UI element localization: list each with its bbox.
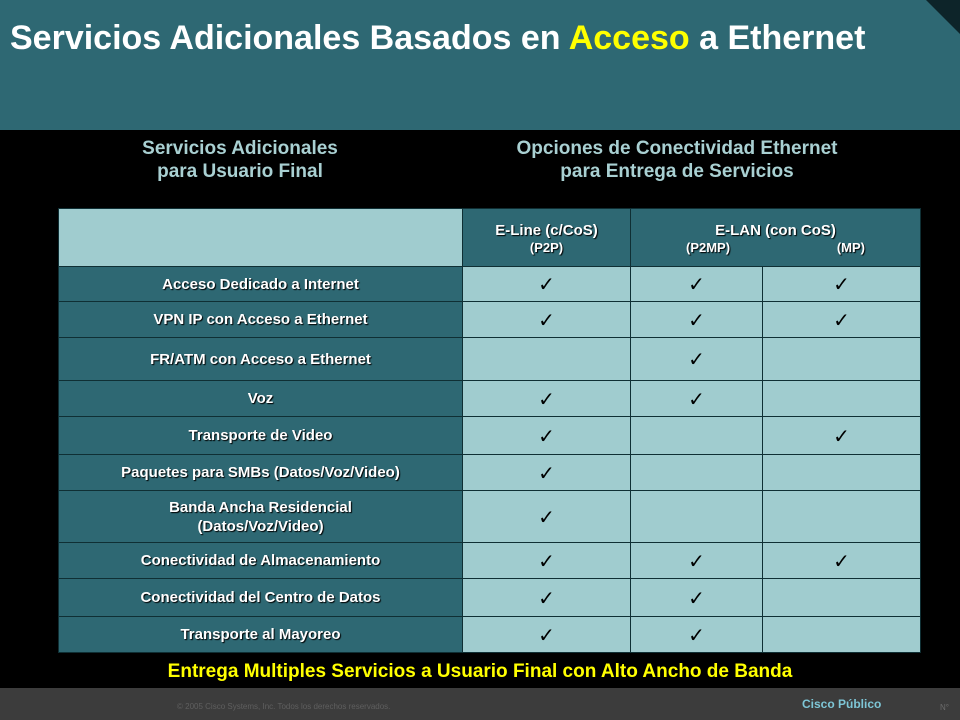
- checkmark-icon: ✓: [538, 386, 555, 411]
- cell-eline: [463, 338, 631, 381]
- row-label: Banda Ancha Residencial (Datos/Voz/Video): [59, 491, 463, 543]
- checkmark-icon: ✓: [688, 622, 705, 647]
- title-part2: a Ethernet: [689, 19, 866, 57]
- table-row: [59, 579, 921, 617]
- table-row: [59, 417, 921, 455]
- cell-eline: [463, 302, 631, 338]
- table-row: [59, 543, 921, 579]
- checkmark-icon: ✓: [538, 307, 555, 332]
- right-column-heading: Opciones de Conectividad Ethernet para Entrega de Servicios: [516, 138, 838, 182]
- cell-p2mp: [631, 455, 763, 491]
- checkmark-icon: ✓: [538, 548, 555, 573]
- eline-header: [463, 209, 631, 267]
- cell-mp: [763, 543, 921, 579]
- elan-mp-subtitle: (MP): [836, 240, 866, 255]
- cell-eline: [463, 417, 631, 455]
- cell-eline: [463, 455, 631, 491]
- checkmark-icon: ✓: [538, 423, 555, 448]
- page-number: N°: [940, 703, 949, 712]
- eline-subtitle: (P2P): [529, 240, 564, 255]
- checkmark-icon: ✓: [833, 272, 850, 296]
- cell-p2mp: [631, 543, 763, 579]
- cell-eline: [463, 543, 631, 579]
- corner-decoration: [926, 0, 960, 34]
- cell-mp: [763, 455, 921, 491]
- cell-mp: [763, 417, 921, 455]
- cell-p2mp: [631, 302, 763, 338]
- slide-title: [10, 18, 910, 58]
- elan-header: [631, 209, 921, 267]
- cell-mp: [763, 302, 921, 338]
- table-body: [59, 267, 921, 653]
- checkmark-icon: ✓: [833, 548, 850, 573]
- classification-label: Cisco Público: [802, 697, 882, 711]
- checkmark-icon: ✓: [688, 347, 705, 371]
- table-corner-cell: [59, 209, 463, 267]
- checkmark-icon: ✓: [688, 585, 705, 610]
- row-label: Acceso Dedicado a Internet: [59, 267, 463, 302]
- cell-mp: [763, 267, 921, 302]
- checkmark-icon: ✓: [538, 504, 555, 529]
- checkmark-icon: ✓: [688, 386, 705, 411]
- left-column-heading: Servicios Adicionales para Usuario Final: [142, 138, 338, 182]
- eline-title: E-Line (c/CoS): [495, 222, 598, 239]
- row-label: Transporte al Mayoreo: [59, 617, 463, 653]
- cell-p2mp: [631, 491, 763, 543]
- cell-eline: [463, 491, 631, 543]
- cell-mp: [763, 338, 921, 381]
- cell-p2mp: [631, 617, 763, 653]
- checkmark-icon: ✓: [538, 622, 555, 647]
- cell-eline: [463, 267, 631, 302]
- row-label: Conectividad de Almacenamiento: [59, 543, 463, 579]
- title-accent: Acceso: [568, 19, 690, 57]
- row-label: VPN IP con Acceso a Ethernet: [59, 302, 463, 338]
- checkmark-icon: ✓: [538, 585, 555, 610]
- row-label: Paquetes para SMBs (Datos/Voz/Video): [59, 455, 463, 491]
- checkmark-icon: ✓: [538, 272, 555, 296]
- checkmark-icon: ✓: [688, 548, 705, 573]
- checkmark-icon: ✓: [833, 307, 850, 332]
- row-label: Voz: [59, 381, 463, 417]
- title-part1: Servicios Adicionales Basados en: [10, 19, 569, 57]
- table-row: [59, 455, 921, 491]
- table-row: [59, 302, 921, 338]
- footer-tagline: Entrega Multiples Servicios a Usuario Final con Alto Ancho de Banda: [167, 661, 793, 682]
- table-row: [59, 617, 921, 653]
- cell-eline: [463, 381, 631, 417]
- cell-eline: [463, 579, 631, 617]
- table-row: [59, 267, 921, 302]
- elan-title: E-LAN (con CoS): [715, 222, 836, 239]
- cell-mp: [763, 579, 921, 617]
- cell-eline: [463, 617, 631, 653]
- cell-p2mp: [631, 338, 763, 381]
- row-label: Conectividad del Centro de Datos: [59, 579, 463, 617]
- elan-p2mp-subtitle: (P2MP): [686, 240, 731, 255]
- row-label: FR/ATM con Acceso a Ethernet: [59, 338, 463, 381]
- table-row: [59, 338, 921, 381]
- checkmark-icon: ✓: [833, 423, 850, 448]
- cell-p2mp: [631, 579, 763, 617]
- cell-mp: [763, 381, 921, 417]
- cell-p2mp: [631, 267, 763, 302]
- checkmark-icon: ✓: [688, 307, 705, 332]
- checkmark-icon: ✓: [688, 272, 705, 296]
- checkmark-icon: ✓: [538, 460, 555, 485]
- services-table: [58, 208, 921, 653]
- table-row: [59, 491, 921, 543]
- cell-mp: [763, 491, 921, 543]
- table-row: [59, 381, 921, 417]
- cell-p2mp: [631, 381, 763, 417]
- copyright-text: © 2005 Cisco Systems, Inc. Todos los derechos reservados.: [177, 702, 391, 711]
- table-header-row: [59, 209, 921, 267]
- cell-p2mp: [631, 417, 763, 455]
- cell-mp: [763, 617, 921, 653]
- row-label: Transporte de Video: [59, 417, 463, 455]
